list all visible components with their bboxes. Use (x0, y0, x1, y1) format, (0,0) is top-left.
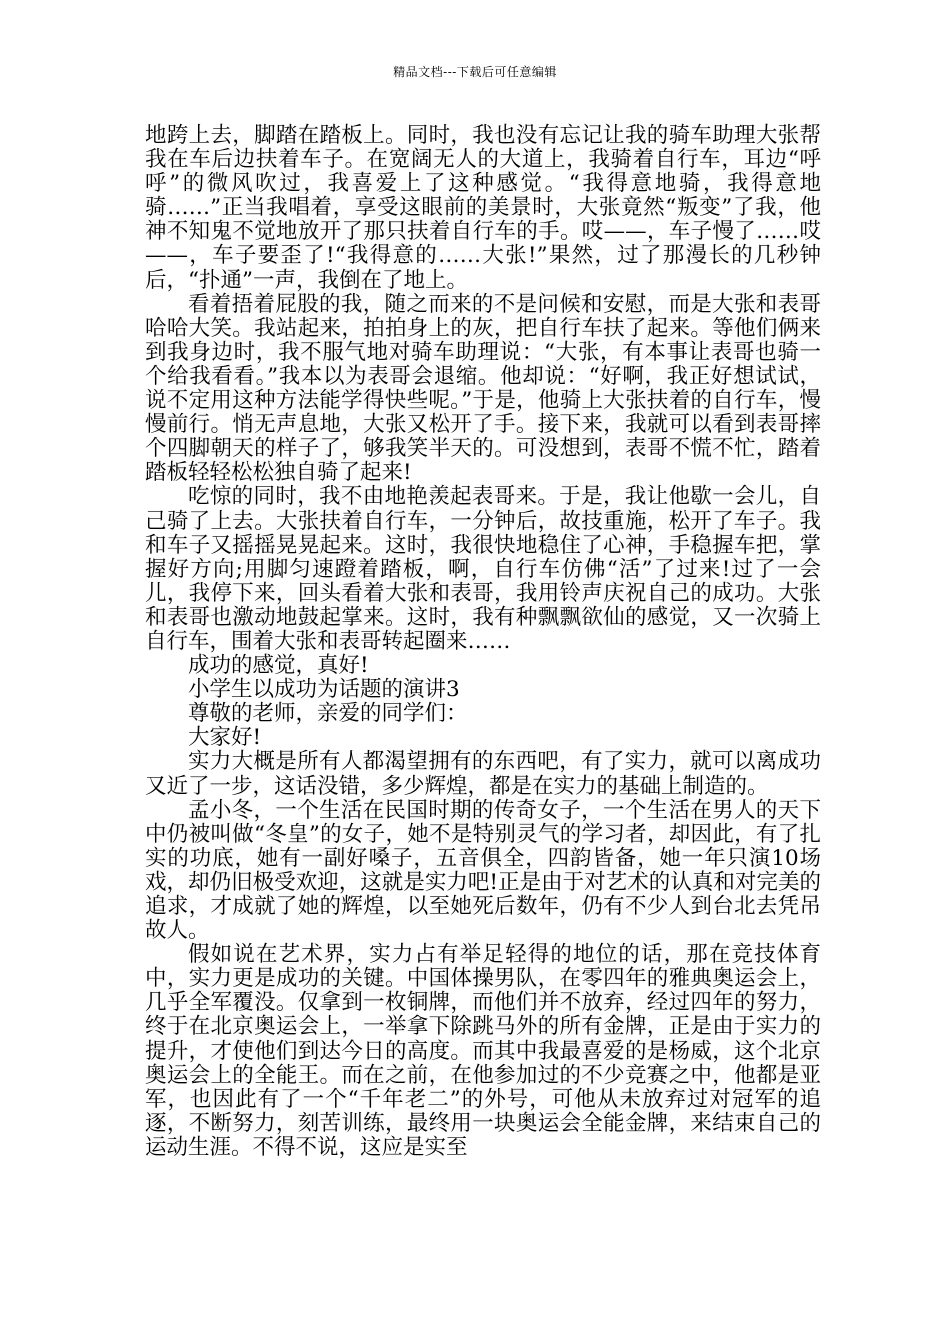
paragraph-5: 实力大概是所有人都渴望拥有的东西吧，有了实力，就可以离成功又近了一步，这话没错，多少辉煌，都是在实力的基础上制造的。 (145, 749, 821, 799)
paragraph-1: 地跨上去，脚踏在踏板上。同时，我也没有忘记让我的骑车助理大张帮我在车后边扶着车子。在宽阔无人的大道上，我骑着自行车，耳边“呼呼”的微风吹过，我喜爱上了这种感觉。“我得意地骑，我得意地骑……”正当我唱着，享受这眼前的美景时，大张竟然“叛变”了我，他神不知鬼不觉地放开了那只扶着自行车的手。哎——，车子慢了……哎——，车子要歪了!“我得意的……大张!”果然，过了那漫长的几秒钟后，“扑通”一声，我倒在了地上。 (145, 123, 821, 293)
paragraph-2: 看着捂着屁股的我，随之而来的不是问候和安慰，而是大张和表哥哈哈大笑。我站起来，拍拍身上的灰，把自行车扶了起来。等他们俩来到我身边时，我不服气地对骑车助理说：“大张，有本事让表哥也骑一个给我看看。”我本以为表哥会退缩。他却说：“好啊，我正好想试试，说不定用这种方法能学得快些呢。”于是，他骑上大张扶着的自行车，慢慢前行。悄无声息地，大张又松开了手。接下来，我就可以看到表哥摔个四脚朝天的样子了，够我笑半天的。可没想到，表哥不慌不忙，踏着踏板轻轻松松独自骑了起来! (145, 291, 821, 486)
section-title: 小学生以成功为话题的演讲3 (188, 677, 460, 703)
greeting: 大家好! (188, 725, 262, 751)
paragraph-6: 孟小冬，一个生活在民国时期的传奇女子，一个生活在男人的天下中仍被叫做“冬皇”的女子，她不是特别灵气的学习者，却因此，有了扎实的功底，她有一副好嗓子，五音俱全，四韵皆备，她一年只演10场戏，却仍旧极受欢迎，这就是实力吧!正是由于对艺术的认真和对完美的追求，才成就了她的辉煌，以至她死后数年，仍有不少人到台北去凭吊故人。 (145, 797, 821, 944)
page-header: 精品文档---下载后可任意编辑 (393, 65, 557, 79)
document-body (145, 124, 821, 1160)
paragraph-3: 吃惊的同时，我不由地艳羡起表哥来。于是，我让他歇一会儿，自己骑了上去。大张扶着自行车，一分钟后，故技重施，松开了车子。我和车子又摇摇晃晃起来。这时，我很快地稳住了心神，手稳握车把，掌握好方向;用脚匀速蹬着踏板，啊，自行车仿佛“活”了过来!过了一会儿，我停下来，回头看着大张和表哥，我用铃声庆祝自己的成功。大张和表哥也激动地鼓起掌来。这时，我有种飘飘欲仙的感觉，又一次骑上自行车，围着大张和表哥转起圈来…… (145, 484, 821, 654)
paragraph-7: 假如说在艺术界，实力占有举足轻得的地位的话，那在竞技体育中，实力更是成功的关键。中国体操男队，在零四年的雅典奥运会上，几乎全军覆没。仅拿到一枚铜牌，而他们并不放弃，经过四年的努力，终于在北京奥运会上，一举拿下除跳马外的所有金牌，正是由于实力的提升，才使他们到达今日的高度。而其中我最喜爱的是杨威，这个北京奥运会上的全能王。而在之前，在他参加过的不少竞赛之中，他都是亚军，也因此有了一个“千年老二”的外号，可他从未放弃过对冠军的追逐，不断努力，刻苦训练，最终用一块奥运会全能金牌，来结束自己的运动生涯。不得不说，这应是实至 (145, 942, 821, 1160)
salutation: 尊敬的老师，亲爱的同学们： (188, 701, 468, 727)
paragraph-4: 成功的感觉，真好! (188, 653, 369, 679)
